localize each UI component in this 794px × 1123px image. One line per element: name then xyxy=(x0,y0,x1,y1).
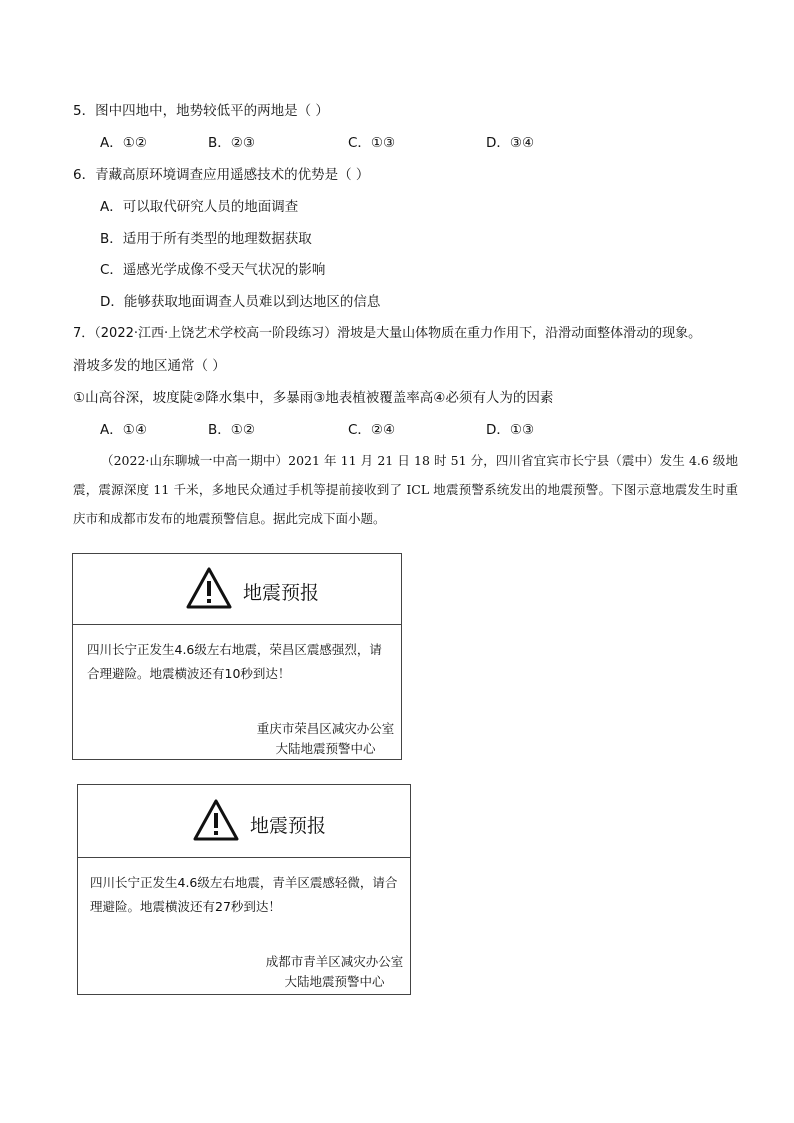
card-header xyxy=(73,554,401,625)
option-d: D．①③ xyxy=(486,422,535,438)
option-d: D．③④ xyxy=(486,135,535,151)
question-7-stem-line2: 滑坡多发的地区通常（ ） xyxy=(73,358,226,374)
issuer-office: 成都市青羊区减灾办公室 xyxy=(265,954,404,969)
issuer-office: 重庆市荣昌区减灾办公室 xyxy=(256,721,395,736)
option-b: B．②③ xyxy=(208,135,255,151)
option-c: C．②④ xyxy=(348,422,396,438)
warning-triangle-icon xyxy=(185,566,233,610)
earthquake-alert-card-chengdu xyxy=(77,784,411,995)
option-b: B．①② xyxy=(208,422,255,438)
alert-message: 四川长宁正发生4.6级左右地震，荣昌区震感强烈，请合理避险。地震横波还有10秒到达！ xyxy=(87,642,382,681)
option-b: B．适用于所有类型的地理数据获取 xyxy=(100,231,312,247)
question-6-stem: 6．青藏高原环境调查应用遥感技术的优势是（ ） xyxy=(73,167,370,183)
option-a: A．①② xyxy=(100,135,147,151)
card-title: 地震预报 xyxy=(243,582,320,604)
earthquake-alert-card-chongqing xyxy=(72,553,402,760)
option-c: C．①③ xyxy=(348,135,396,151)
question-5-stem: 5．图中四地中，地势较低平的两地是（ ） xyxy=(73,103,329,119)
card-title: 地震预报 xyxy=(250,815,327,837)
option-c: C．遥感光学成像不受天气状况的影响 xyxy=(100,262,326,278)
option-a: A．①④ xyxy=(100,422,147,438)
option-a: A．可以取代研究人员的地面调查 xyxy=(100,199,299,215)
alert-message: 四川长宁正发生4.6级左右地震，青羊区震感轻微，请合理避险。地震横波还有27秒到达！ xyxy=(90,875,398,914)
card-header xyxy=(78,785,410,858)
question-7-stem-line1: 7．（2022·江西·上饶艺术学校高一阶段练习）滑坡是大量山体物质在重力作用下，沿滑动面整体滑动的现象。 xyxy=(73,326,702,341)
issuer-center: 大陆地震预警中心 xyxy=(275,741,376,756)
issuer-center: 大陆地震预警中心 xyxy=(284,974,385,989)
option-d: D．能够获取地面调查人员难以到达地区的信息 xyxy=(100,294,381,310)
warning-triangle-icon xyxy=(192,798,240,842)
material-paragraph: （2022·山东聊城一中高一期中）2021 年 11 月 21 日 18 时 51 分，四川省宜宾市长宁县（震中）发生 4.6 级地震，震源深度 11 千米，多地民众通过手机等提前接收到了 ICL 地震预警系统发出的地震预警。下图示意地震发生时重庆市和成都市发布的地震预警信息。据此完成下面小题。 xyxy=(73,453,738,526)
question-7-statements: ①山高谷深，坡度陡②降水集中，多暴雨③地表植被覆盖率高④必须有人为的因素 xyxy=(73,390,554,406)
